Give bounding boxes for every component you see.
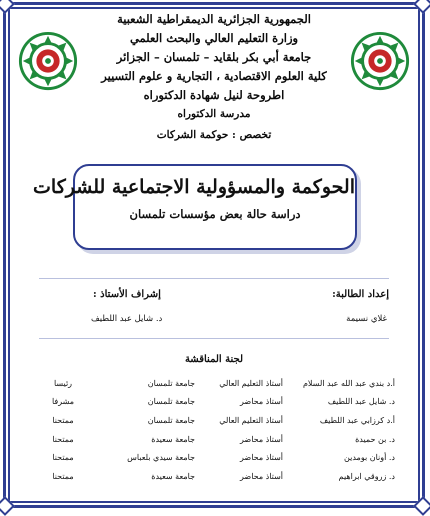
member-name: د. أونان بومدين bbox=[345, 453, 396, 463]
committee-table bbox=[30, 374, 396, 486]
university-name: جامعة أبي بكر بلقايد – تلمسان – الجزائر bbox=[117, 50, 313, 64]
faculty-name: كلية العلوم الاقتصادية ، التجارية و علوم التسيير bbox=[102, 69, 328, 83]
member-university: جامعة تلمسان bbox=[148, 397, 196, 407]
member-name: د. شايل عبد اللطيف bbox=[328, 397, 396, 407]
member-rank: أستاذ محاضر bbox=[241, 453, 284, 463]
divider bbox=[40, 338, 390, 339]
member-university: جامعة تلمسان bbox=[148, 378, 196, 388]
institution-header bbox=[0, 10, 430, 145]
member-role: رئيسا bbox=[54, 378, 74, 388]
member-role: ممتحنا bbox=[53, 434, 75, 444]
member-name: أ.د بندي عبد الله عبد السلام bbox=[303, 378, 396, 388]
specialization: تخصص : حوكمة الشركات bbox=[157, 129, 273, 141]
table-row bbox=[30, 393, 396, 412]
member-role: مشرفا bbox=[52, 397, 76, 407]
committee-title: لجنة المناقشة bbox=[185, 354, 245, 365]
table-row bbox=[30, 430, 396, 449]
table-row bbox=[30, 448, 396, 467]
supervisor-name: د. شايل عبد اللطيف bbox=[92, 314, 164, 324]
supervision-label: إشراف الأستاذ : bbox=[94, 289, 162, 300]
thesis-title: الحوكمة والمسؤولية الاجتماعية للشركات bbox=[34, 176, 356, 198]
table-row bbox=[30, 411, 396, 430]
member-rank: أستاذ محاضر bbox=[241, 397, 284, 407]
member-rank: أستاذ محاضر bbox=[241, 434, 284, 444]
thesis-subtitle: دراسة حالة بعض مؤسسات تلمسان bbox=[130, 207, 302, 221]
member-name: د. زروقي ابراهيم bbox=[339, 471, 396, 481]
member-rank: أستاذ محاضر bbox=[241, 471, 284, 481]
member-name: د. بن حميدة bbox=[356, 434, 396, 444]
member-name: أ.د كرزابي عبد اللطيف bbox=[320, 415, 396, 425]
member-role: ممتحنا bbox=[53, 453, 75, 463]
doctoral-school: مدرسة الدكتوراه bbox=[178, 108, 252, 120]
ministry-name: وزارة التعليم العالي والبحث العلمي bbox=[130, 31, 300, 45]
student-name: غلاي نسيمة bbox=[347, 314, 388, 324]
member-rank: أستاذ التعليم العالي bbox=[220, 378, 284, 388]
member-university: جامعة تلمسان bbox=[148, 415, 196, 425]
republic-name: الجمهورية الجزائرية الديمقراطية الشعبية bbox=[118, 12, 312, 26]
member-university: جامعة سعيدة bbox=[152, 471, 196, 481]
table-row bbox=[30, 467, 396, 486]
prepared-by-label: إعداد الطالبة: bbox=[333, 289, 390, 300]
thesis-title-box bbox=[34, 164, 358, 250]
divider bbox=[40, 278, 390, 279]
member-role: ممتحنا bbox=[53, 415, 75, 425]
table-row bbox=[30, 374, 396, 393]
thesis-degree: اطروحة لنيل شهادة الدكتوراه bbox=[144, 88, 286, 102]
member-university: جامعة سيدي بلعباس bbox=[128, 453, 196, 463]
member-university: جامعة سعيدة bbox=[152, 434, 196, 444]
member-rank: أستاذ التعليم العالي bbox=[220, 415, 284, 425]
member-role: ممتحنا bbox=[53, 471, 75, 481]
